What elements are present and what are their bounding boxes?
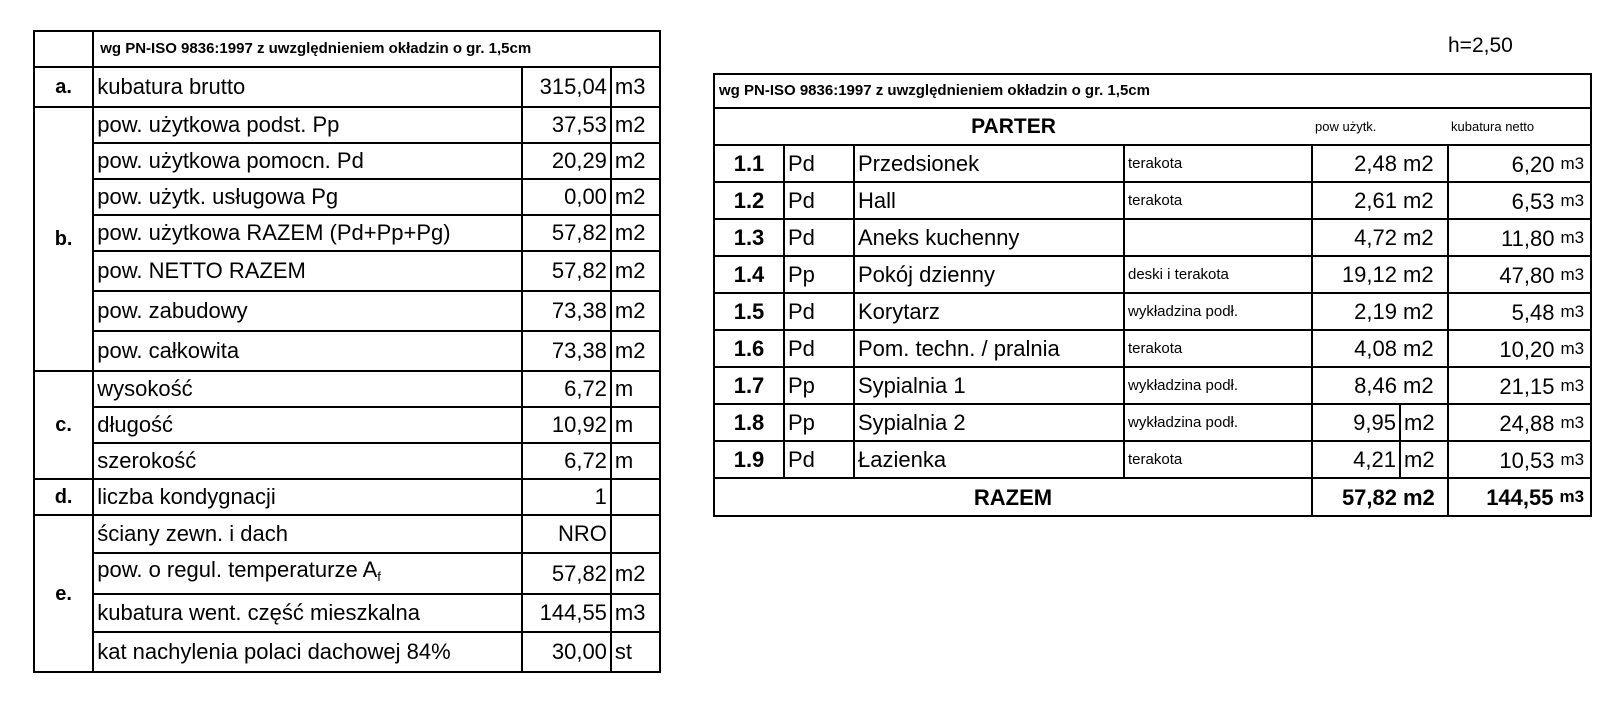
- row-value: 37,53: [522, 107, 611, 143]
- room-finish: terakota: [1124, 182, 1312, 219]
- room-row: [714, 330, 1591, 367]
- room-volume-value: 47,80: [1499, 262, 1555, 288]
- room-volume-unit: m3: [1560, 338, 1585, 358]
- room-name: Pokój dzienny: [854, 256, 1124, 293]
- room-volume-value: 5,48: [1511, 299, 1555, 325]
- room-finish: [1124, 219, 1312, 256]
- room-number: 1.2: [714, 182, 784, 219]
- room-rows: [714, 145, 1591, 478]
- room-name: Korytarz: [854, 293, 1124, 330]
- room-volume-unit: m3: [1560, 153, 1585, 173]
- row-value: 57,82: [522, 251, 611, 291]
- room-volume: [1448, 182, 1591, 219]
- room-name: Sypialnia 1: [854, 367, 1124, 404]
- room-row: [714, 256, 1591, 293]
- row-label-text: pow. o regul. temperaturze A: [97, 557, 378, 582]
- section-label-a: a.: [34, 67, 93, 107]
- room-name: Sypialnia 2: [854, 404, 1124, 441]
- empty-cell: [34, 31, 93, 67]
- room-number: 1.6: [714, 330, 784, 367]
- room-volume-value: 24,88: [1499, 410, 1555, 436]
- room-type: Pd: [784, 293, 854, 330]
- room-volume: [1448, 404, 1591, 441]
- room-volume-value: 11,80: [1501, 225, 1555, 251]
- room-volume: [1448, 293, 1591, 330]
- row-unit: [611, 479, 660, 515]
- row-unit: m2: [611, 331, 660, 371]
- total-volume-value: 144,55: [1486, 485, 1554, 510]
- room-area: 4,08: [1312, 330, 1400, 367]
- room-row: [714, 293, 1591, 330]
- room-area: 19,12: [1312, 256, 1400, 293]
- room-volume: [1448, 145, 1591, 182]
- room-volume: [1448, 441, 1591, 478]
- room-row: [714, 219, 1591, 256]
- row-label: pow. użytkowa podst. Pp: [93, 107, 522, 143]
- room-finish: terakota: [1124, 441, 1312, 478]
- room-row: [714, 182, 1591, 219]
- room-number: 1.8: [714, 404, 784, 441]
- room-type: Pp: [784, 404, 854, 441]
- row-unit: m: [611, 443, 660, 479]
- room-volume-value: 6,53: [1511, 188, 1555, 214]
- room-type: Pp: [784, 367, 854, 404]
- row-label: pow. użytkowa RAZEM (Pd+Pp+Pg): [93, 215, 522, 251]
- room-name: Pom. techn. / pralnia: [854, 330, 1124, 367]
- height-note: h=2,50: [1448, 34, 1513, 57]
- row-value: 10,92: [522, 407, 611, 443]
- row-value: 30,00: [522, 632, 611, 672]
- row-label: pow. NETTO RAZEM: [93, 251, 522, 291]
- room-area-unit: m2: [1400, 256, 1448, 293]
- row-value: 1: [522, 479, 611, 515]
- room-volume-value: 21,15: [1499, 373, 1555, 399]
- room-area-unit: m2: [1400, 367, 1448, 404]
- row-value: 6,72: [522, 371, 611, 407]
- total-area: 57,82: [1312, 478, 1400, 516]
- summary-table-header: wg PN-ISO 9836:1997 z uwzględnieniem okładzin o gr. 1,5cm: [93, 31, 660, 67]
- row-label: pow. zabudowy: [93, 291, 522, 331]
- row-label: kat nachylenia polaci dachowej 84%: [93, 632, 522, 672]
- row-unit: m2: [611, 553, 660, 594]
- room-volume-unit: m3: [1560, 190, 1585, 210]
- row-unit: m2: [611, 291, 660, 331]
- row-value: 57,82: [522, 215, 611, 251]
- room-volume: [1448, 330, 1591, 367]
- room-volume: [1448, 219, 1591, 256]
- room-type: Pd: [784, 219, 854, 256]
- room-area-unit: m2: [1400, 330, 1448, 367]
- room-volume-unit: m3: [1560, 449, 1585, 469]
- room-type: Pd: [784, 330, 854, 367]
- room-volume: [1448, 367, 1591, 404]
- row-unit: m: [611, 407, 660, 443]
- room-name: Przedsionek: [854, 145, 1124, 182]
- room-number: 1.7: [714, 367, 784, 404]
- room-volume-unit: m3: [1560, 412, 1585, 432]
- room-area: 9,95: [1312, 404, 1400, 441]
- row-value: 73,38: [522, 331, 611, 371]
- row-label: [93, 553, 522, 594]
- room-finish: terakota: [1124, 145, 1312, 182]
- room-row: [714, 441, 1591, 478]
- room-type: Pp: [784, 256, 854, 293]
- row-value: 73,38: [522, 291, 611, 331]
- room-number: 1.5: [714, 293, 784, 330]
- room-name: Aneks kuchenny: [854, 219, 1124, 256]
- room-type: Pd: [784, 145, 854, 182]
- room-area: 2,19: [1312, 293, 1400, 330]
- row-unit: [611, 515, 660, 553]
- section-label-b: b.: [34, 107, 93, 371]
- row-value: 20,29: [522, 143, 611, 179]
- room-area-unit: m2: [1400, 219, 1448, 256]
- room-type: Pd: [784, 441, 854, 478]
- row-label: pow. użytk. usługowa Pg: [93, 179, 522, 215]
- row-unit: m2: [611, 215, 660, 251]
- column-header-area: pow użytk.: [1312, 108, 1448, 145]
- row-value: 144,55: [522, 594, 611, 632]
- row-value: 315,04: [522, 67, 611, 107]
- row-unit: m2: [611, 179, 660, 215]
- row-label: długość: [93, 407, 522, 443]
- room-name: Łazienka: [854, 441, 1124, 478]
- room-number: 1.9: [714, 441, 784, 478]
- room-row: [714, 367, 1591, 404]
- row-label: pow. całkowita: [93, 331, 522, 371]
- room-area: 2,61: [1312, 182, 1400, 219]
- room-area: 4,72: [1312, 219, 1400, 256]
- room-volume-value: 6,20: [1511, 151, 1555, 177]
- summary-table: [33, 30, 661, 673]
- room-name: Hall: [854, 182, 1124, 219]
- total-area-unit: m2: [1400, 478, 1448, 516]
- room-number: 1.4: [714, 256, 784, 293]
- room-area: 2,48: [1312, 145, 1400, 182]
- total-volume: [1448, 478, 1591, 516]
- row-label: wysokość: [93, 371, 522, 407]
- room-number: 1.3: [714, 219, 784, 256]
- row-label: liczba kondygnacji: [93, 479, 522, 515]
- room-finish: wykładzina podł.: [1124, 404, 1312, 441]
- room-number: 1.1: [714, 145, 784, 182]
- room-row: [714, 145, 1591, 182]
- room-area-unit: m2: [1400, 441, 1448, 478]
- row-unit: m2: [611, 143, 660, 179]
- room-volume-unit: m3: [1560, 227, 1585, 247]
- room-area-unit: m2: [1400, 145, 1448, 182]
- row-value: 57,82: [522, 553, 611, 594]
- rooms-table: [713, 73, 1592, 517]
- row-label: szerokość: [93, 443, 522, 479]
- row-label: pow. użytkowa pomocn. Pd: [93, 143, 522, 179]
- room-finish: terakota: [1124, 330, 1312, 367]
- row-unit: st: [611, 632, 660, 672]
- room-volume-unit: m3: [1560, 301, 1585, 321]
- room-type: Pd: [784, 182, 854, 219]
- room-area: 4,21: [1312, 441, 1400, 478]
- row-label: kubatura brutto: [93, 67, 522, 107]
- floor-label: PARTER: [714, 108, 1312, 145]
- column-header-volume: kubatura netto: [1448, 108, 1591, 145]
- room-volume-value: 10,53: [1499, 447, 1555, 473]
- row-unit: m3: [611, 67, 660, 107]
- room-volume-value: 10,20: [1499, 336, 1555, 362]
- total-volume-unit: m3: [1559, 487, 1585, 506]
- section-label-c: c.: [34, 371, 93, 479]
- row-unit: m: [611, 371, 660, 407]
- rooms-table-header: wg PN-ISO 9836:1997 z uwzględnieniem okładzin o gr. 1,5cm: [714, 74, 1591, 108]
- room-area-unit: m2: [1400, 293, 1448, 330]
- room-area-unit: m2: [1400, 404, 1448, 441]
- room-row: [714, 404, 1591, 441]
- room-finish: deski i terakota: [1124, 256, 1312, 293]
- room-finish: wykładzina podł.: [1124, 293, 1312, 330]
- room-volume: [1448, 256, 1591, 293]
- row-value: NRO: [522, 515, 611, 553]
- row-unit: m2: [611, 251, 660, 291]
- section-label-d: d.: [34, 479, 93, 515]
- room-area: 8,46: [1312, 367, 1400, 404]
- row-unit: m2: [611, 107, 660, 143]
- row-label: ściany zewn. i dach: [93, 515, 522, 553]
- room-volume-unit: m3: [1560, 375, 1585, 395]
- room-volume-unit: m3: [1560, 264, 1585, 284]
- row-label: kubatura went. część mieszkalna: [93, 594, 522, 632]
- room-finish: wykładzina podł.: [1124, 367, 1312, 404]
- room-area-unit: m2: [1400, 182, 1448, 219]
- row-unit: m3: [611, 594, 660, 632]
- row-value: 6,72: [522, 443, 611, 479]
- section-label-e: e.: [34, 515, 93, 672]
- total-label: RAZEM: [714, 478, 1312, 516]
- row-value: 0,00: [522, 179, 611, 215]
- row-label-subscript: f: [377, 569, 381, 584]
